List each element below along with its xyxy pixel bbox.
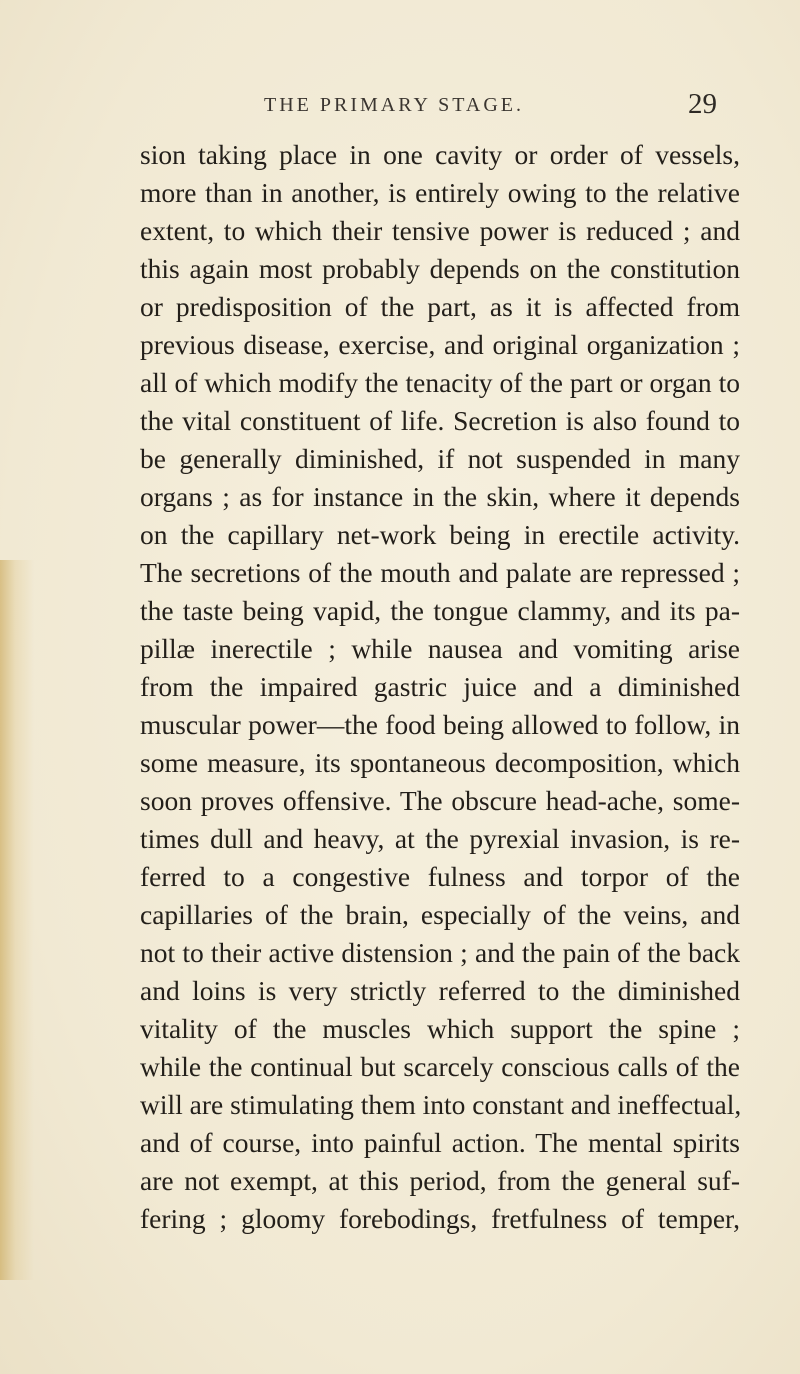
text-line: fering ; gloomy forebodings, fretfulness of temper, (140, 1203, 740, 1234)
text-line: pillæ inerectile ; while nausea and vomiting arise (140, 633, 740, 664)
text-line: capillaries of the brain, especially of the veins, and (140, 899, 740, 930)
text-line: sion taking place in one cavity or order of vessels, (140, 139, 740, 170)
text-line: all of which modify the tenacity of the part or organ to (140, 367, 740, 398)
running-head (0, 88, 800, 122)
text-line: or predisposition of the part, as it is affected from (140, 291, 740, 322)
page-number: 29 (688, 88, 717, 120)
text-line: more than in another, is entirely owing to the relative (140, 177, 740, 208)
text-line: some measure, its spontaneous decomposition, which (140, 747, 740, 778)
text-line: organs ; as for instance in the skin, where it depends (140, 481, 740, 512)
text-line: while the continual but scarcely conscious calls of the (140, 1051, 740, 1082)
text-line: be generally diminished, if not suspended in many (140, 443, 740, 474)
running-title: THE PRIMARY STAGE. (264, 94, 525, 116)
text-line: previous disease, exercise, and original organization ; (140, 329, 740, 360)
text-line: times dull and heavy, at the pyrexial invasion, is re- (140, 823, 740, 854)
text-line: the taste being vapid, the tongue clammy, and its pa- (140, 595, 740, 626)
text-line: extent, to which their tensive power is reduced ; and (140, 215, 740, 246)
text-line: not to their active distension ; and the pain of the back (140, 937, 740, 968)
body-paragraph (140, 136, 740, 1238)
text-line: The secretions of the mouth and palate are repressed ; (140, 557, 740, 588)
text-line: muscular power—the food being allowed to follow, in (140, 709, 740, 740)
text-line: ferred to a congestive fulness and torpor of the (140, 861, 740, 892)
text-line: the vital constituent of life. Secretion is also found to (140, 405, 740, 436)
text-line: and loins is very strictly referred to the diminished (140, 975, 740, 1006)
text-line: from the impaired gastric juice and a diminished (140, 671, 740, 702)
text-line: soon proves offensive. The obscure head-ache, some- (140, 785, 740, 816)
text-line: are not exempt, at this period, from the general suf- (140, 1165, 740, 1196)
text-line: vitality of the muscles which support the spine ; (140, 1013, 740, 1044)
text-line: will are stimulating them into constant and ineffectual, (140, 1089, 742, 1120)
text-line: on the capillary net-work being in erectile activity. (140, 519, 740, 550)
text-line: this again most probably depends on the constitution (140, 253, 740, 284)
page-edge-stain (0, 560, 34, 1280)
text-line: and of course, into painful action. The mental spirits (140, 1127, 740, 1158)
